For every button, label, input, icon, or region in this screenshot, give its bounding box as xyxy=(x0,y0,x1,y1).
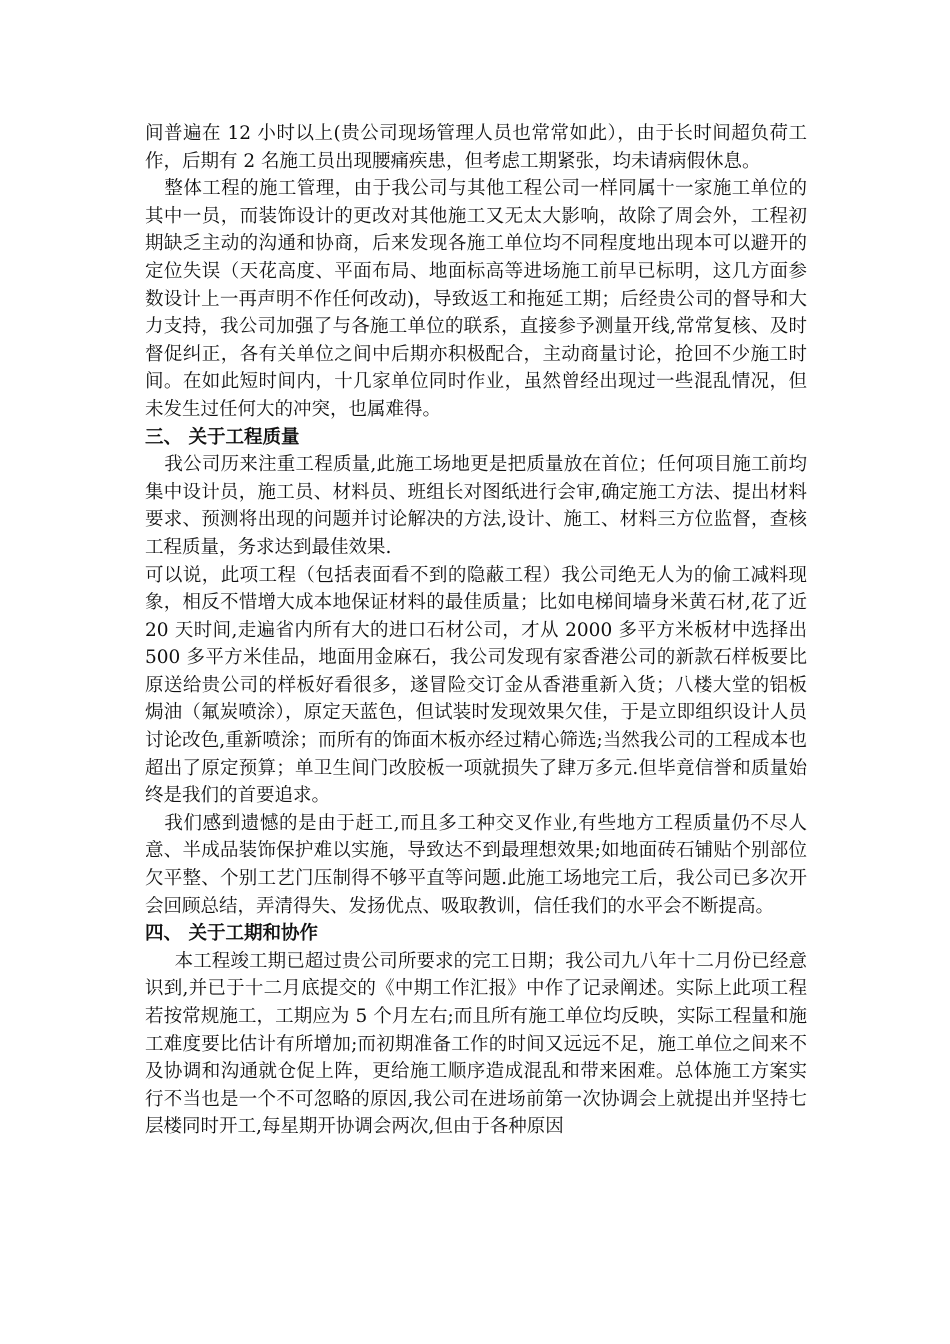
paragraph-quality-materials: 可以说，此项工程（包括表面看不到的隐蔽工程）我公司绝无人为的偷工减料现象，相反不惜增大成本地保证材料的最佳质量；比如电梯间墙身米黄石材,花了近 20 天时间,走遍省内所有大的进口石材公司，才从 2000 多平方米板材中选择出 500 多平方米佳品，地面用金麻石，我公司发现有家香港公司的新款石样板要比原送给贵公司的样板好看很多，遂冒险交订金从香港重新入货；八楼大堂的铝板焗油（氟炭喷涂），原定天蓝色，但试装时发现效果欠佳，于是立即组织设计人员讨论改色,重新喷涂；而所有的饰面木板亦经过精心筛选;当然我公司的工程成本也超出了原定预算；单卫生间门改胶板一项就损失了肆万多元.但毕竟信誉和质量始终是我们的首要追求。 xyxy=(145,564,807,807)
document-body xyxy=(145,120,807,1141)
paragraph-quality-emphasis: 我公司历来注重工程质量,此施工场地更是把质量放在首位；任何项目施工前均集中设计员，施工员、材料员、班组长对图纸进行会审,确定施工方法、提出材料要求、预测将出现的问题并讨论解决的方法,设计、施工、材料三方位监督，查核工程质量，务求达到最佳效果. xyxy=(145,454,807,558)
paragraph-work-hours: 间普遍在 12 小时以上(贵公司现场管理人员也常常如此），由于长时间超负荷工作，后期有 2 名施工员出现腰痛疾患，但考虑工期紧张，均未请病假休息。 xyxy=(145,123,807,172)
section-heading-schedule: 四、 关于工期和协作 xyxy=(145,923,318,945)
paragraph-schedule-cooperation: 本工程竣工期已超过贵公司所要求的完工日期；我公司九八年十二月份已经意识到,并已于十二月底提交的《中期工作汇报》中作了记录阐述。实际上此项工程若按常规施工，工期应为 5 个月左右;而且所有施工单位均反映，实际工程量和施工难度要比估计有所增加;而初期准备工作的时间又远远不足，施工单位之间来不及协调和沟通就仓促上阵，更给施工顺序造成混乱和带来困难。总体施工方案实行不当也是一个不可忽略的原因,我公司在进场前第一次协调会上就提出并坚持七层楼同时开工,每星期开协调会两次,但由于各种原因 xyxy=(145,950,807,1138)
section-heading-quality: 三、 关于工程质量 xyxy=(145,426,300,448)
paragraph-construction-management: 整体工程的施工管理，由于我公司与其他工程公司一样同属十一家施工单位的其中一员，而装饰设计的更改对其他施工又无太大影响，故除了周会外，工程初期缺乏主动的沟通和协商，后来发现各施工单位均不同程度地出现本可以避开的定位失误（天花高度、平面布局、地面标高等进场施工前早已标明，这几方面参数设计上一再声明不作任何改动)，导致返工和拖延工期；后经贵公司的督导和大力支持，我公司加强了与各施工单位的联系，直接参予测量开线,常常复核、及时督促纠正，各有关单位之间中后期亦积极配合，主动商量讨论，抢回不少施工时间。在如此短时间内，十几家单位同时作业，虽然曾经出现过一些混乱情况，但未发生过任何大的冲突，也属难得。 xyxy=(145,178,807,420)
paragraph-quality-regrets: 我们感到遗憾的是由于赶工,而且多工种交叉作业,有些地方工程质量仍不尽人意、半成品装饰保护难以实施，导致达不到最理想效果;如地面砖石铺贴个别部位欠平整、个别工艺门压制得不够平直等问题.此施工场地完工后，我公司已多次开会回顾总结，弄清得失、发扬优点、吸取教训，信任我们的水平会不断提高。 xyxy=(145,812,807,917)
